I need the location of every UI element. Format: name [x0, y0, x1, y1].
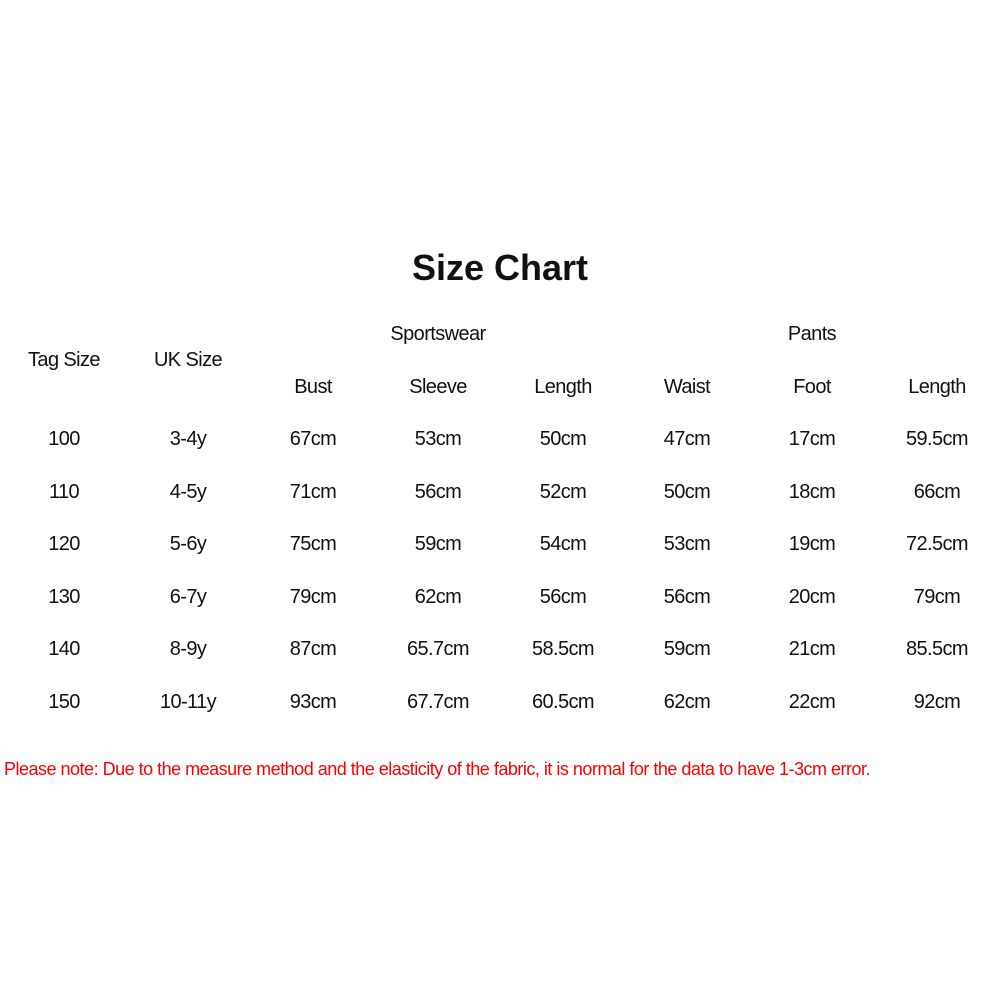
table-cell-length-pants: 59.5cm	[906, 428, 968, 450]
table-cell-length-sportswear: 56cm	[539, 586, 587, 608]
table-cell-uk-size: 10-11y	[159, 691, 217, 713]
column-header-sleeve: Sleeve	[409, 376, 467, 398]
column-header-foot: Foot	[793, 376, 831, 398]
table-cell-length-sportswear: 54cm	[539, 533, 587, 555]
table-cell-sleeve: 53cm	[414, 428, 462, 450]
table-cell-length-pants: 85.5cm	[906, 638, 968, 660]
table-cell-sleeve: 65.7cm	[407, 638, 469, 660]
table-cell-sleeve: 59cm	[414, 533, 462, 555]
table-cell-bust: 71cm	[289, 481, 337, 503]
table-cell-tag-size: 110	[48, 481, 80, 503]
table-cell-sleeve: 62cm	[414, 586, 462, 608]
table-cell-waist: 59cm	[663, 638, 711, 660]
table-cell-sleeve: 67.7cm	[407, 691, 469, 713]
table-cell-waist: 50cm	[663, 481, 711, 503]
table-cell-uk-size: 4-5y	[169, 481, 207, 503]
table-cell-uk-size: 3-4y	[169, 428, 207, 450]
table-cell-tag-size: 140	[48, 638, 80, 660]
table-cell-length-sportswear: 50cm	[539, 428, 587, 450]
column-header-uk-size: UK Size	[153, 349, 223, 371]
table-cell-waist: 53cm	[663, 533, 711, 555]
table-cell-waist: 62cm	[663, 691, 711, 713]
table-cell-bust: 93cm	[289, 691, 337, 713]
table-cell-foot: 22cm	[788, 691, 836, 713]
table-cell-tag-size: 100	[48, 428, 80, 450]
table-cell-foot: 19cm	[788, 533, 836, 555]
table-cell-bust: 75cm	[289, 533, 337, 555]
table-cell-length-sportswear: 60.5cm	[532, 691, 594, 713]
table-cell-bust: 67cm	[289, 428, 337, 450]
table-cell-tag-size: 130	[48, 586, 80, 608]
table-cell-foot: 17cm	[788, 428, 836, 450]
table-cell-length-sportswear: 58.5cm	[532, 638, 594, 660]
table-cell-bust: 79cm	[289, 586, 337, 608]
table-cell-waist: 56cm	[663, 586, 711, 608]
table-cell-waist: 47cm	[663, 428, 711, 450]
table-cell-tag-size: 150	[48, 691, 80, 713]
column-header-length-pants: Length	[908, 376, 966, 398]
table-cell-length-pants: 79cm	[913, 586, 961, 608]
column-header-bust: Bust	[294, 376, 332, 398]
table-cell-length-sportswear: 52cm	[539, 481, 587, 503]
group-header-pants: Pants	[787, 323, 837, 345]
table-cell-length-pants: 66cm	[913, 481, 961, 503]
table-cell-foot: 18cm	[788, 481, 836, 503]
page-title: Size Chart	[411, 247, 589, 288]
table-cell-tag-size: 120	[48, 533, 80, 555]
column-header-waist: Waist	[663, 376, 711, 398]
note-text: Please note: Due to the measure method and the elasticity of the fabric, it is normal for the data to have 1-3cm error.	[4, 759, 870, 779]
group-header-sportswear: Sportswear	[390, 323, 486, 345]
table-cell-length-pants: 92cm	[913, 691, 961, 713]
table-cell-length-pants: 72.5cm	[906, 533, 968, 555]
column-header-length-sportswear: Length	[534, 376, 592, 398]
table-cell-foot: 20cm	[788, 586, 836, 608]
column-header-tag-size: Tag Size	[28, 349, 100, 371]
table-cell-uk-size: 8-9y	[169, 638, 207, 660]
table-cell-uk-size: 6-7y	[169, 586, 207, 608]
table-cell-sleeve: 56cm	[414, 481, 462, 503]
table-cell-bust: 87cm	[289, 638, 337, 660]
table-cell-uk-size: 5-6y	[169, 533, 207, 555]
table-cell-foot: 21cm	[788, 638, 836, 660]
